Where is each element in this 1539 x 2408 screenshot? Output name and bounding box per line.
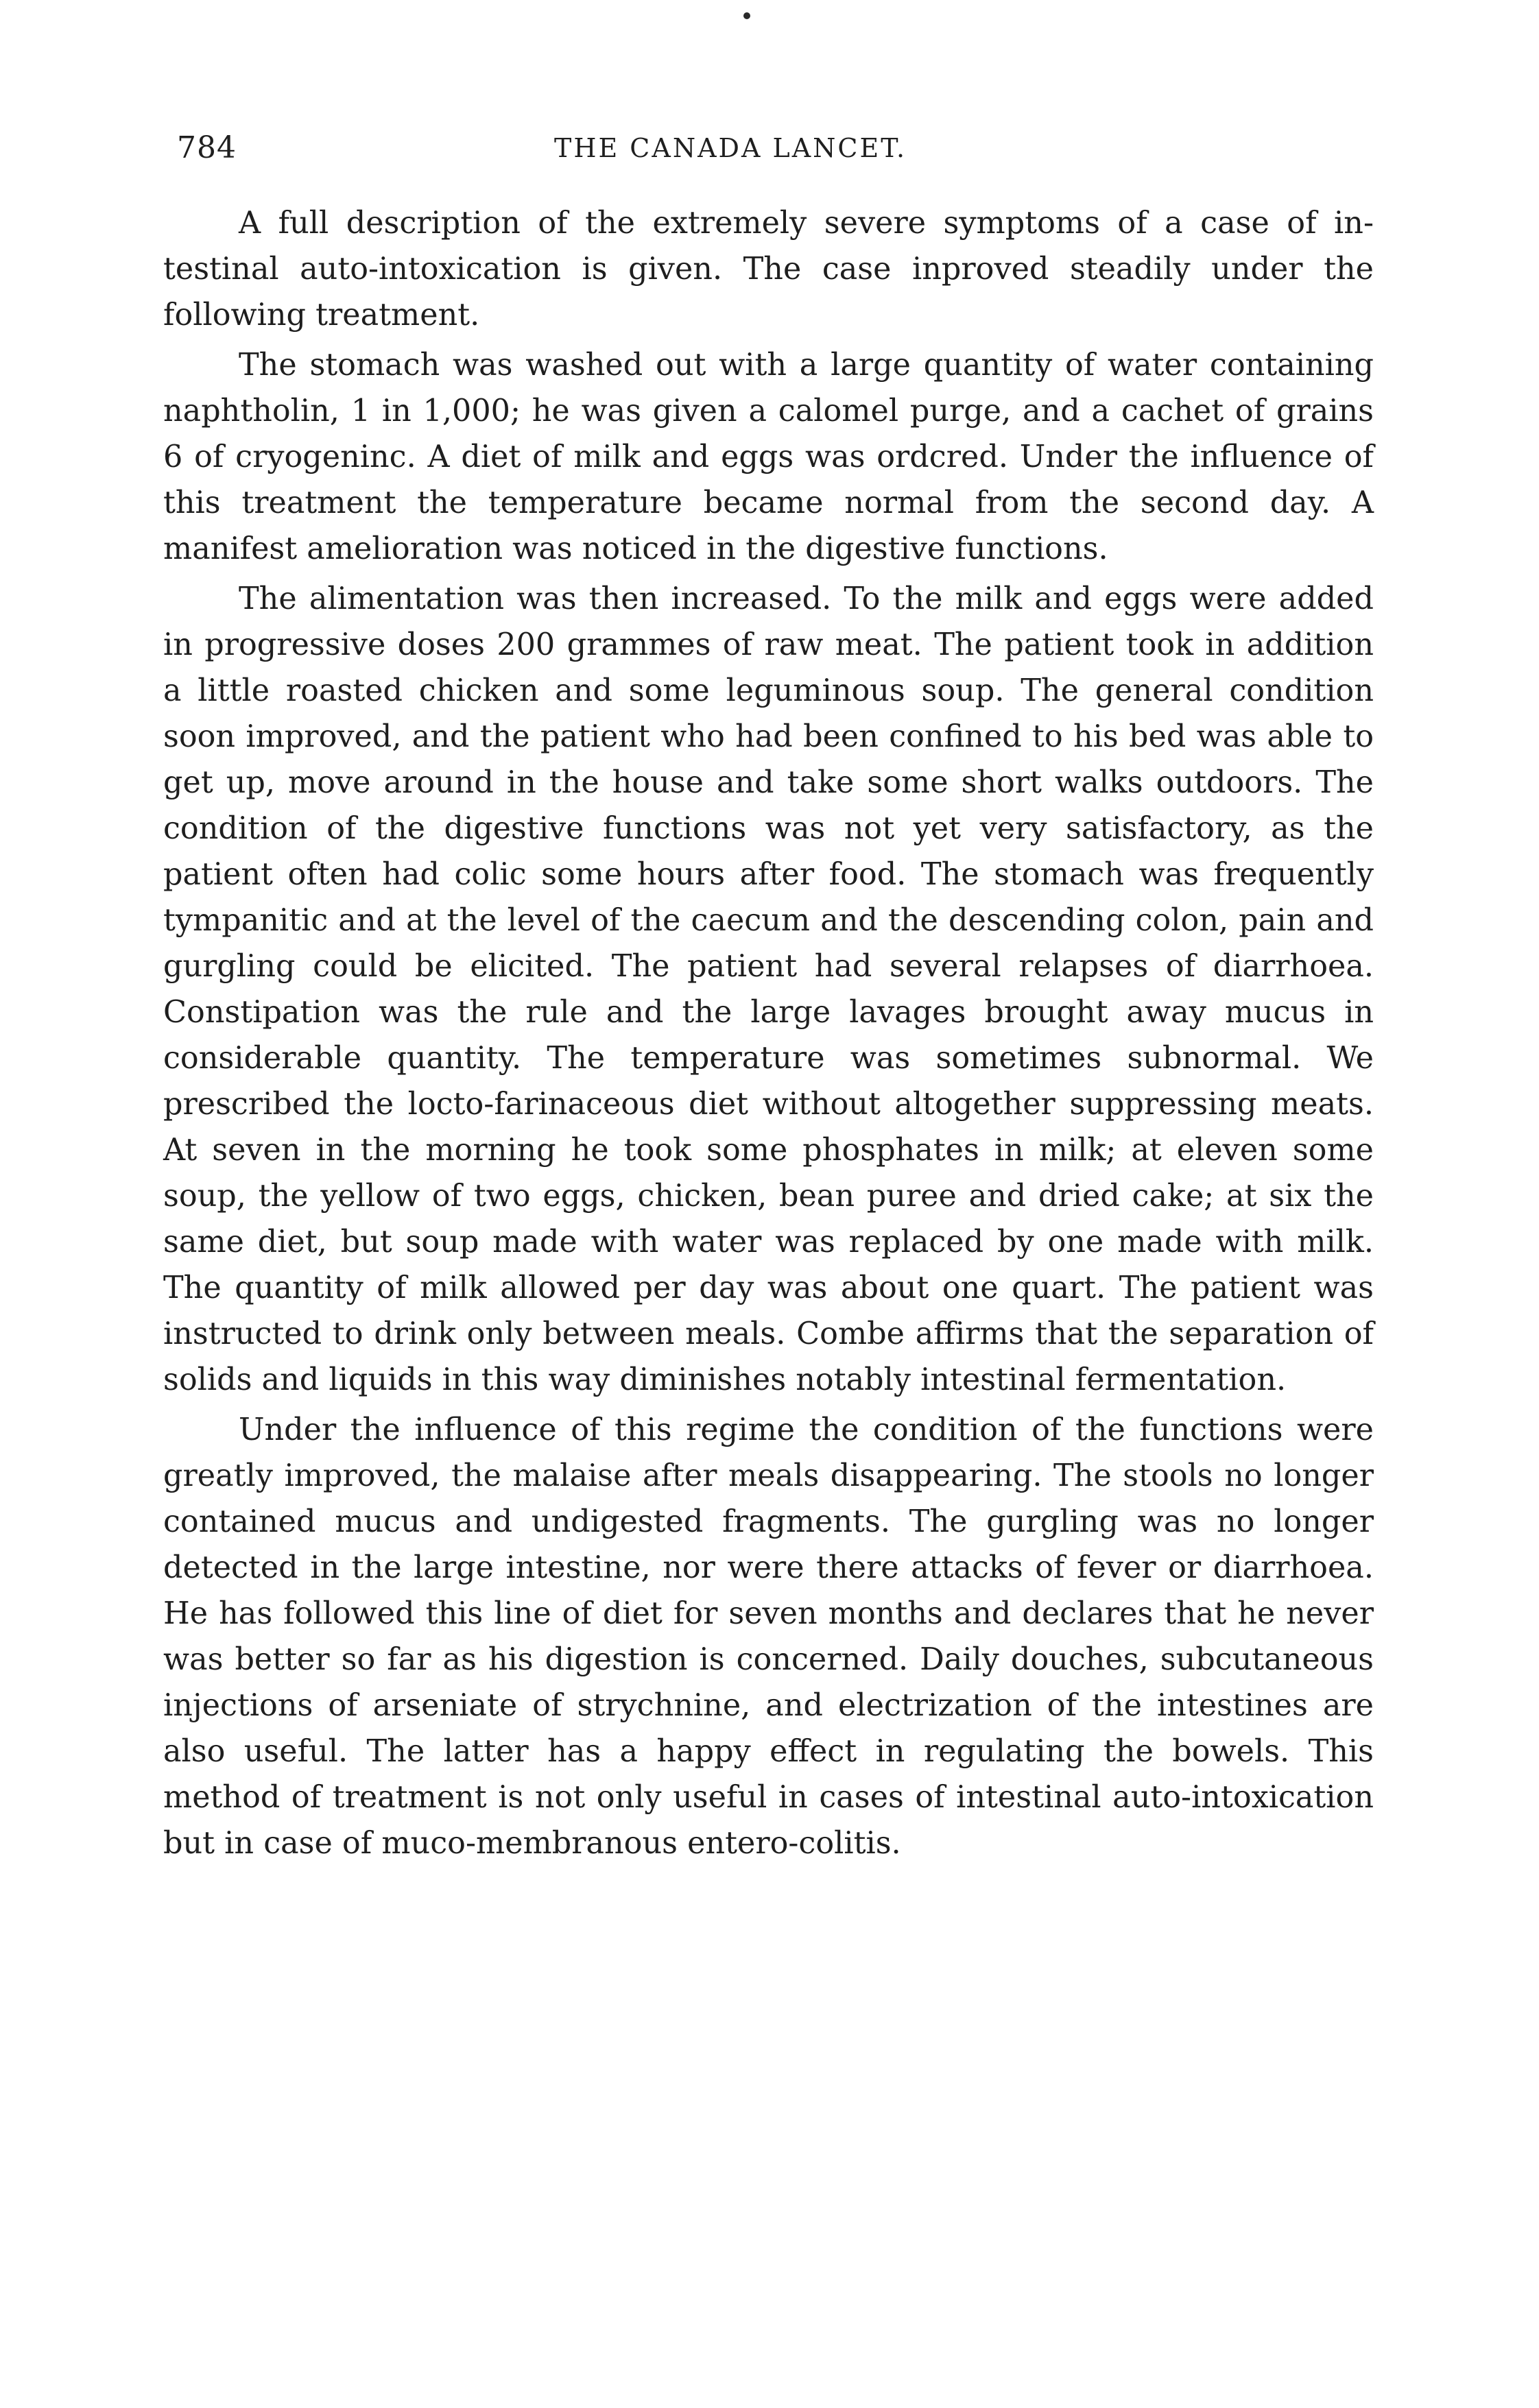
print-mark [743, 12, 750, 19]
paragraph: The alimentation was then increased. To the milk and eggs were added in progressive doses 200 grammes of raw meat. The patient took in addition a little roasted chicken and some leguminous soup. The general condition soon improved, and the patient who had been confined to his bed was able to get up, move around in the house and take some short walks outdoors. The condition of the digestive functions was not yet very satisfactory, as the patient often had colic some hours after food. The stomach was frequently tympanitic and at the level of the caecum and the descending colon, pain and gurgling could be elicited. The patient had several relapses of diarrhoea. Constipation was the rule and the large lavages brought away mucus in considerable quantity. The temperature was sometimes subnormal. We prescribed the locto-farinaceous diet without altogether suppressing meats. At seven in the morning he took some phosphates in milk; at eleven some soup, the yellow of two eggs, chicken, bean puree and dried cake; at six the same diet, but soup made with water was replaced by one made with milk. The quantity of milk allowed per day was about one quart. The patient was instructed to drink only between meals. Combe affirms that the separation of solids and liquids in this way diminishes notably intestinal fermentation. [163, 581, 1374, 1397]
page-number: 784 [177, 130, 237, 165]
paragraph: The stomach was washed out with a large quantity of water containing naphtholin, 1 in 1,000; he was given a calomel purge, and a cachet of grains 6 of cryogeninc. A diet of milk and eggs was ordcred. Under the influence of this treatment the temperature became normal from the second day. A manifest amelioration was noticed in the digestive functions. [163, 348, 1374, 566]
paragraph: Under the influence of this regime the condition of the functions were greatly improved, the malaise after meals disappearing. The stools no longer contained mucus and undigested fragments. The gurgling was no longer detected in the large intestine, nor were there attacks of fever or diarrhoea. He has followed this line of diet for seven months and declares that he never was better so far as his digestion is concerned. Daily douches, subcutaneous injections of arseniate of strychnine, and electrization of the intestines are also useful. The latter has a happy effect in regulating the bowels. This method of treatment is not only useful in cases of intestinal auto-intoxication but in case of muco-membranous entero-colitis. [163, 1412, 1374, 1861]
body-text [163, 200, 1374, 1870]
page-header [177, 130, 1374, 171]
paragraph: A full description of the extremely severe symptoms of a case of intestinal auto-intoxication is given. The case inproved steadily under the following treatment. [163, 206, 1374, 333]
running-head: THE CANADA LANCET. [554, 133, 907, 163]
